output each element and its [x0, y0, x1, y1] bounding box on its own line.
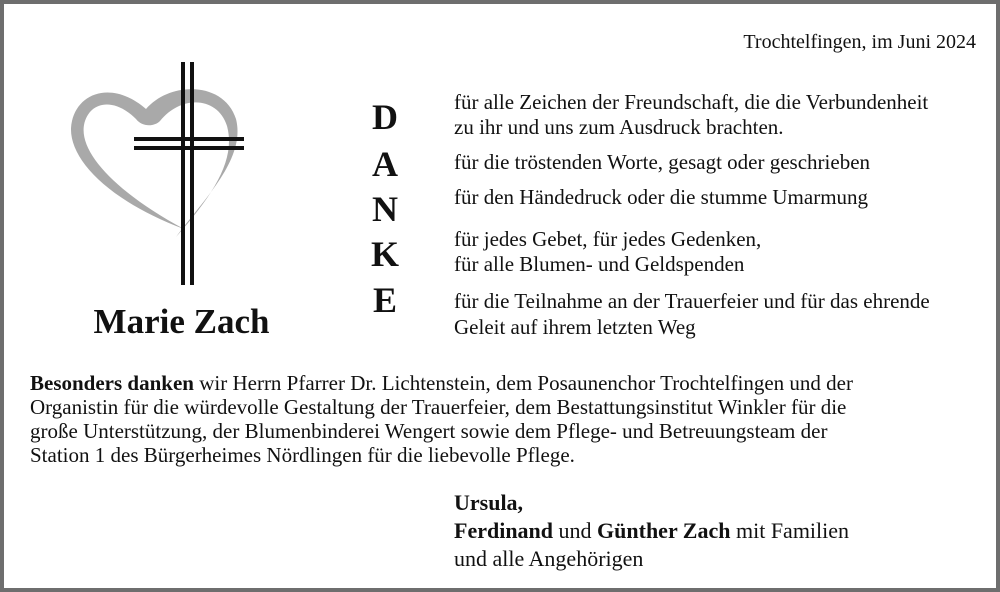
special-thanks-line — [30, 371, 970, 395]
signature-line: Ursula, — [454, 490, 524, 515]
danke-letter: N — [372, 189, 398, 229]
signature-name: Günther Zach — [597, 518, 731, 543]
special-thanks-text: wir Herrn Pfarrer Dr. Lichtenstein, dem Posaunenchor Trochtelfingen und der — [193, 371, 853, 395]
signature-line — [454, 518, 849, 544]
thanks-line: für jedes Gebet, für jedes Gedenken, — [454, 227, 762, 251]
signature-joiner: und — [553, 518, 598, 543]
special-thanks-line: Organistin für die würdevolle Gestaltung der Trauerfeier, dem Bestattungsinstitut Winkler für die — [30, 395, 847, 419]
thanks-line: für den Händedruck oder die stumme Umarmung — [454, 185, 869, 209]
signature-suffix: mit Familien — [730, 518, 850, 543]
place-date: Trochtelfingen, im Juni 2024 — [743, 31, 976, 53]
special-thanks-line: Station 1 des Bürgerheimes Nördlingen für die liebevolle Pflege. — [30, 443, 575, 467]
signature-line: und alle Angehörigen — [454, 546, 644, 571]
signature-name: Ferdinand — [454, 518, 554, 543]
thanks-line: für alle Zeichen der Freundschaft, die die Verbundenheit — [454, 90, 929, 114]
thanks-line: für die Teilnahme an der Trauerfeier und für das ehrende — [454, 289, 930, 313]
heart-cross-icon — [64, 59, 254, 291]
danke-letter: E — [372, 280, 397, 320]
danke-letter: D — [372, 97, 398, 137]
special-thanks-line: große Unterstützung, der Blumenbinderei Wengert sowie dem Pflege- und Betreuungsteam der — [30, 419, 828, 443]
danke-letter: A — [372, 144, 398, 184]
deceased-name: Marie Zach — [93, 302, 270, 341]
thanks-line: für alle Blumen- und Geldspenden — [454, 252, 745, 276]
special-thanks-paragraph — [30, 371, 970, 467]
thanks-line: Geleit auf ihrem letzten Weg — [454, 315, 696, 339]
thanks-line: zu ihr und uns zum Ausdruck brachten. — [454, 115, 784, 139]
danke-letter: K — [370, 234, 399, 274]
thanks-line: für die tröstenden Worte, gesagt oder geschrieben — [454, 150, 871, 174]
special-thanks-lead: Besonders danken — [30, 371, 194, 395]
